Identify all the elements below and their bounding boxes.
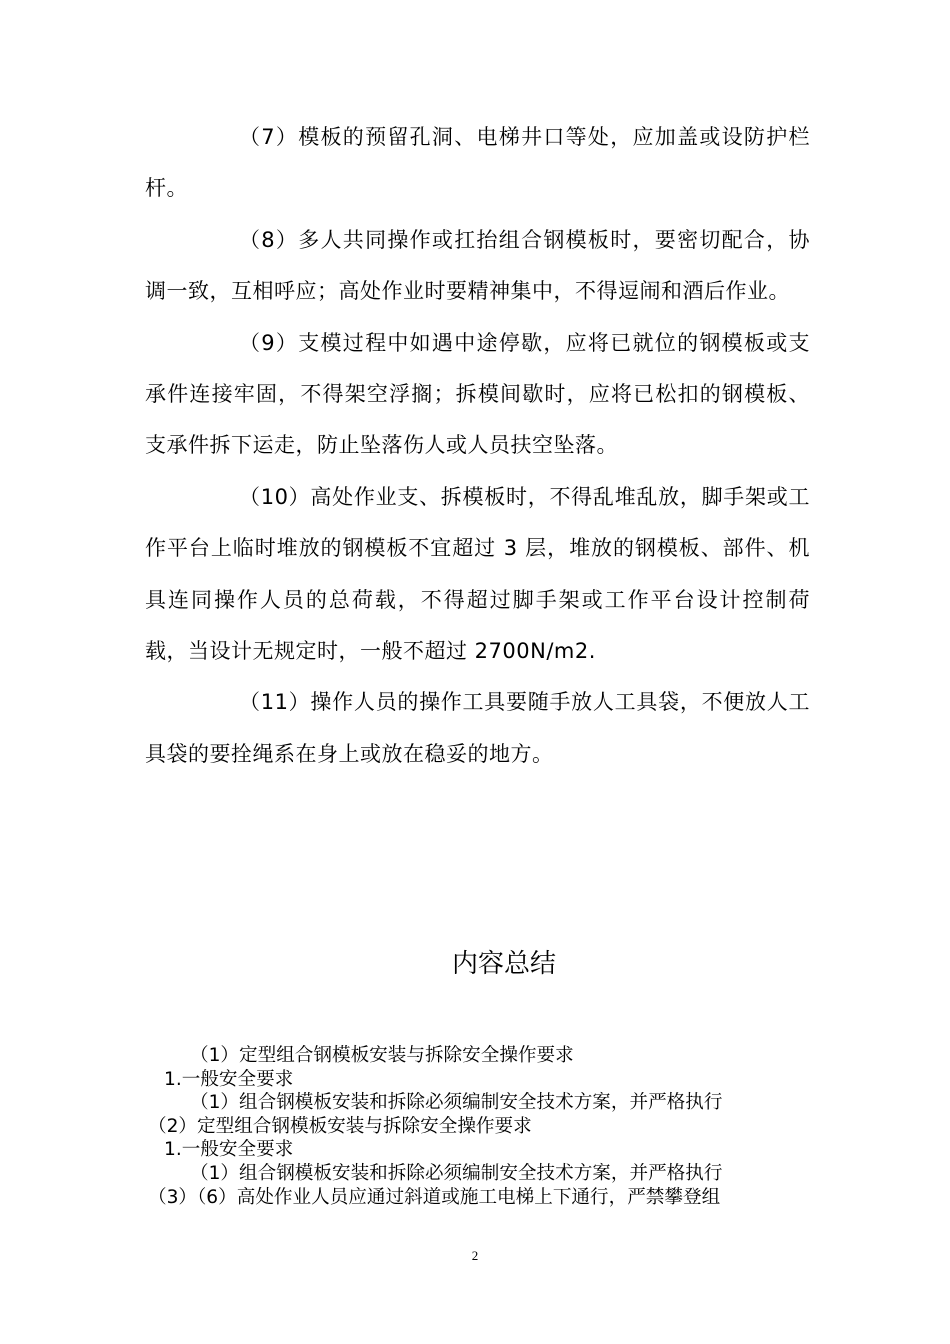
- summary-section: [148, 1044, 848, 1209]
- summary-line: （3）（6）高处作业人员应通过斜道或施工电梯上下通行，严禁攀登组: [148, 1186, 721, 1208]
- summary-line: 1.一般安全要求: [164, 1139, 294, 1161]
- summary-line: （2）定型组合钢模板安装与拆除安全操作要求: [148, 1115, 532, 1137]
- summary-line: （1）组合钢模板安装和拆除必须编制安全技术方案，并严格执行: [190, 1092, 723, 1114]
- summary-line: 1.一般安全要求: [164, 1068, 294, 1090]
- paragraph-9: （9）支模过程中如遇中途停歇，应将已就位的钢模板或支承件连接牢固，不得架空浮搁；拆模间歇时，应将已松扣的钢模板、支承件拆下运走，防止坠落伤人或人员扶空坠落。: [145, 330, 810, 458]
- summary-title: 内容总结: [451, 949, 556, 979]
- paragraph-8: （8）多人共同操作或扛抬组合钢模板时，要密切配合，协调一致，互相呼应；高处作业时要精神集中，不得逗闹和酒后作业。: [145, 227, 810, 304]
- page-number: 2: [471, 1248, 479, 1263]
- paragraph-7: （7）模板的预留孔洞、电梯井口等处，应加盖或设防护栏杆。: [145, 125, 810, 201]
- paragraph-10: （10）高处作业支、拆模板时，不得乱堆乱放，脚手架或工作平台上临时堆放的钢模板不宜超过 3 层，堆放的钢模板、部件、机具连同操作人员的总荷载，不得超过脚手架或工作平台设计控制荷载，当设计无规定时，一般不超过 2700N/m2.: [145, 484, 810, 664]
- summary-line: （1）定型组合钢模板安装与拆除安全操作要求: [190, 1045, 574, 1066]
- paragraph-11: （11）操作人员的操作工具要随手放人工具袋，不便放人工具袋的要拴绳系在身上或放在稳妥的地方。: [145, 690, 810, 766]
- document-body: [145, 112, 810, 780]
- summary-line: （1）组合钢模板安装和拆除必须编制安全技术方案，并严格执行: [190, 1162, 723, 1184]
